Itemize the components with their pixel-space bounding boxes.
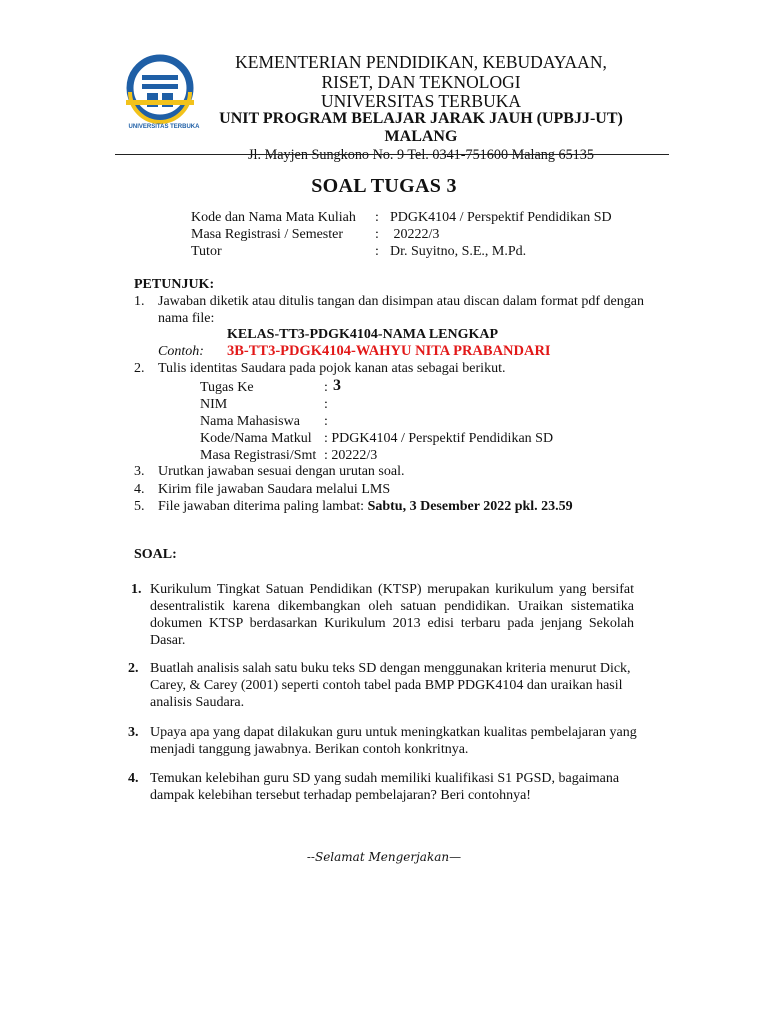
identity-row xyxy=(200,430,600,447)
logo-caption: UNIVERSITAS TERBUKA xyxy=(128,124,200,130)
semester-value: 20222/3 xyxy=(390,227,440,242)
ministry-name-2: RISET, DAN TEKNOLOGI xyxy=(321,71,521,92)
question-1-num: 1. xyxy=(131,582,142,597)
letterhead xyxy=(200,53,642,112)
identity-value: : 20222/3 xyxy=(324,448,378,463)
instruction-4-text: Kirim file jawaban Saudara melalui LMS xyxy=(158,482,391,497)
instruction-4-num: 4. xyxy=(134,482,145,497)
question-2-num: 2. xyxy=(128,661,139,676)
identity-value: : xyxy=(324,380,332,395)
tutor-value: Dr. Suyitno, S.E., M.Pd. xyxy=(390,244,527,259)
file-format: KELAS-TT3-PDGK4104-NAMA LENGKAP xyxy=(227,327,499,342)
petunjuk-heading: PETUNJUK: xyxy=(134,277,215,292)
instruction-2-text: Tulis identitas Saudara pada pojok kanan atas sebagai berikut. xyxy=(158,361,506,376)
question-4-num: 4. xyxy=(128,771,139,786)
ministry-name: KEMENTERIAN PENDIDIKAN, KEBUDAYAAN, xyxy=(235,52,607,72)
course-info-row xyxy=(191,209,651,226)
instruction-3-text: Urutkan jawaban sesuai dengan urutan soal. xyxy=(158,464,405,479)
semester-row xyxy=(191,226,651,243)
question-3-text: Upaya apa yang dapat dilakukan guru untuk meningkatkan kualitas pembelajaran yang menjadi tanggung jawabnya. Berikan contoh konkritnya. xyxy=(150,725,637,757)
deadline: Sabtu, 3 Desember 2022 pkl. 23.59 xyxy=(367,499,573,514)
course-value: PDGK4104 / Perspektif Pendidikan SD xyxy=(390,210,612,225)
semester-label: Masa Registrasi / Semester xyxy=(191,227,344,242)
question-3-num: 3. xyxy=(128,725,139,740)
identity-value: : PDGK4104 / Perspektif Pendidikan SD xyxy=(324,431,554,446)
instruction-5-line xyxy=(158,498,573,515)
instruction-3-num: 3. xyxy=(134,464,145,479)
identity-value: : xyxy=(324,414,328,429)
header-divider xyxy=(115,154,669,155)
identity-label: Tugas Ke xyxy=(200,380,254,395)
identity-row xyxy=(200,413,600,430)
tutor-sep: : xyxy=(375,244,379,259)
example-label: Contoh: xyxy=(158,344,204,359)
semester-sep: : xyxy=(375,227,379,242)
identity-label: Nama Mahasiswa xyxy=(200,414,300,429)
identity-label: NIM xyxy=(200,397,228,412)
course-label: Kode dan Nama Mata Kuliah xyxy=(191,210,356,225)
unit-name: UNIT PROGRAM BELAJAR JARAK JAUH (UPBJJ-UT) MALANG xyxy=(219,110,623,145)
example-value: 3B-TT3-PDGK4104-WAHYU NITA PRABANDARI xyxy=(227,343,551,359)
identity-block xyxy=(200,379,600,464)
identity-row xyxy=(200,396,600,413)
identity-value-bold: 3 xyxy=(333,377,341,394)
instruction-5-text: File jawaban diterima paling lambat: xyxy=(158,499,368,514)
identity-row xyxy=(200,447,600,464)
university-logo xyxy=(122,54,204,140)
instruction-5-num: 5. xyxy=(134,499,145,514)
tutor-row xyxy=(191,243,651,260)
question-2-text: Buatlah analisis salah satu buku teks SD dengan menggunakan kriteria menurut Dick, Carey, & Carey (2001) seperti contoh tabel pada BMP PDGK4104 dan uraikan hasil analisis Saudara. xyxy=(150,661,631,710)
identity-label: Kode/Nama Matkul xyxy=(200,431,312,446)
identity-row xyxy=(200,379,600,396)
soal-heading: SOAL: xyxy=(134,547,177,562)
university-name: UNIVERSITAS TERBUKA xyxy=(320,91,522,111)
page-title: SOAL TUGAS 3 xyxy=(311,175,457,197)
instruction-1-text: Jawaban diketik atau ditulis tangan dan disimpan atau discan dalam format pdf dengan nama file: xyxy=(158,294,644,326)
question-1-text: Kurikulum Tingkat Satuan Pendidikan (KTSP) merupakan kurikulum yang bersifat desentralistik karena dikembangkan oleh satuan pendidikan. Uraikan sistematika dokumen KTSP berdasarkan Kurikulum 2013 edisi terbaru pada jenjang Sekolah Dasar. xyxy=(150,582,634,648)
identity-value: : xyxy=(324,397,328,412)
closing-greeting: --Selamat Mengerjakan— xyxy=(306,850,462,864)
unit-name-block xyxy=(200,110,642,164)
course-info xyxy=(191,209,651,260)
instruction-2-num: 2. xyxy=(134,361,145,376)
instruction-1-num: 1. xyxy=(134,294,145,309)
identity-label: Masa Registrasi/Smt xyxy=(200,448,317,463)
question-4-text: Temukan kelebihan guru SD yang sudah memiliki kualifikasi S1 PGSD, bagaimana dampak kelebihan tersebut terhadap pembelajaran? Beri contohnya! xyxy=(150,771,620,803)
tutor-label: Tutor xyxy=(191,244,222,259)
address: Jl. Mayjen Sungkono No. 9 Tel. 0341-751600 Malang 65135 xyxy=(248,147,594,163)
course-sep: : xyxy=(375,210,379,225)
